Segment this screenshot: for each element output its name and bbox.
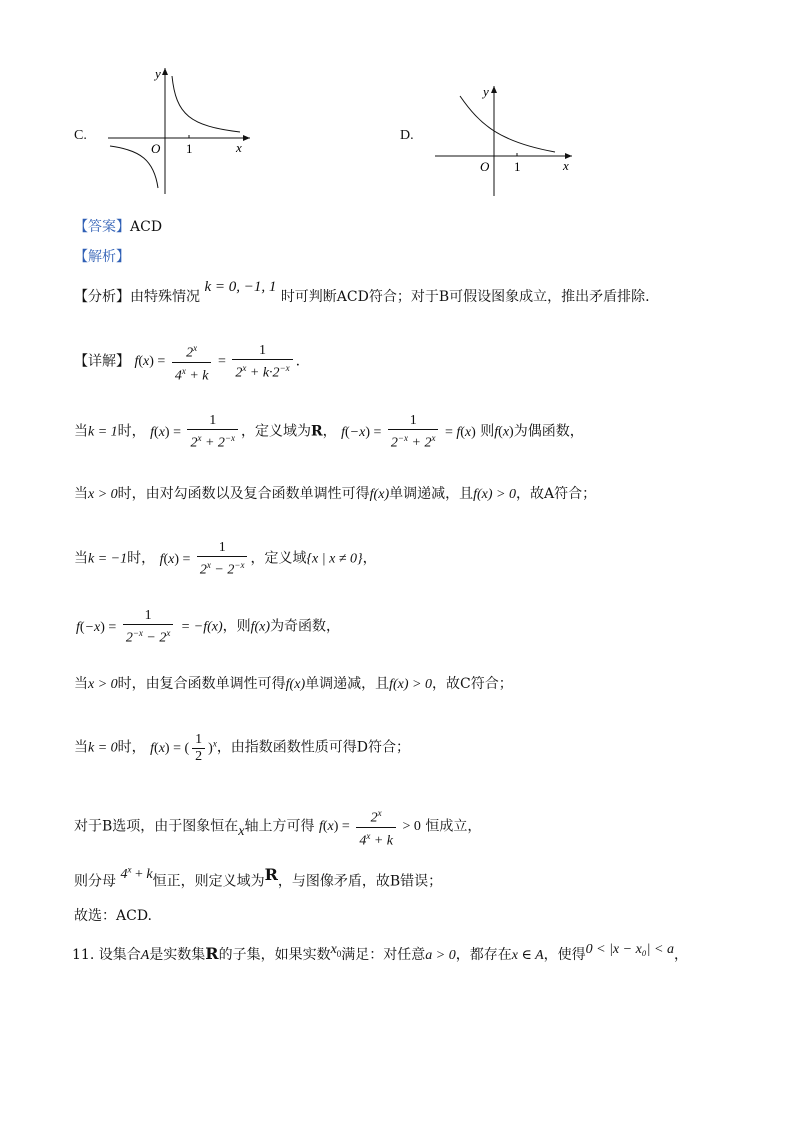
l1-e: 则 [480,423,495,440]
option-d-label: D. [400,128,414,143]
xiangjie-line [74,340,300,384]
l1-R: R [311,423,323,440]
l6-cond: k = 0 [88,740,118,756]
l3-cond: k = −1 [88,551,128,567]
fenxi-prefix: 由特殊情况 [130,289,200,305]
answer-line [74,217,162,237]
odd-line [76,608,340,647]
graph-d-x-label: x [563,158,569,173]
l2-fx: f(x) [369,487,390,502]
l3-dom: {x | x ≠ 0} [306,551,363,567]
graph-d-tick: 1 [514,159,521,174]
l1-a: 当 [74,423,88,440]
case-k1-line: 当k = 1时， f(x) = $\frac{1}{2^x + 2^{-x}}$ ，定义域为R， f(−x) = $\frac{1}{2^{-x} + 2^x}$ = f(x) 则f(x)为偶函数， [74,413,584,451]
l1-even-formula: f(−x) = $\frac{1}{2^{-x} + 2^x}$ = f(x) [341,413,476,451]
graph-d-exponential [430,80,580,200]
analysis-tag-line [74,247,130,267]
l7-x: x [238,824,245,840]
question-11-line [72,944,688,970]
l7-c: 恒成立， [425,818,482,835]
l2-c: 单调递减，且 [389,486,474,502]
l4-a: ，则 [222,618,251,635]
l3-formula: f(x) = $\frac{1}{2^x - 2^{-x}}$ [160,552,251,567]
final-choice-text: 故选：ACD. [74,908,152,924]
q11-b: 是实数集 [149,947,206,963]
q11-e: ，都存在 [455,947,512,963]
l6-c: ，由指数函数性质可得D符合； [216,739,411,756]
l7-b: 轴上方可得 [244,818,315,835]
q11-cond2: x ∈ A [511,948,544,963]
l4-formula: f(−x) = $\frac{1}{2^{-x} - 2^x}$ [76,620,176,635]
l8-c: 恒正，则定义域为 [152,873,265,890]
q11-A: A [140,948,150,963]
denominator-line [74,864,443,893]
l6-a: 当 [74,739,88,756]
xiangjie-formula: f(x) = $\frac{2^x}{4^x + k}$ = $\frac{1}{2^x + k\cdot 2^{-x}}$ [134,354,295,369]
graph-d-origin: O [480,159,490,174]
l8-R: R [264,864,278,884]
l7-a: 对于B选项，由于图象恒在 [74,818,239,835]
l6-b: 时， [117,739,146,756]
case-k0-line [74,732,410,765]
fenxi-suffix: 时可判断ACD符合；对于B可假设图象成立，推出矛盾排除. [280,289,650,305]
final-choice-line [74,906,152,926]
l5-a: 当 [74,676,88,692]
l5-fx: f(x) [285,677,306,692]
l2-d: ，故A符合； [515,486,597,502]
l8-a: 则分母 [74,873,116,890]
xiangjie-tag: 【详解】 [74,353,130,370]
l5-b: 时，由复合函数单调性可得 [117,676,286,692]
l2-pos: f(x) > 0 [473,487,516,502]
l1-d: ， [322,423,337,440]
graph-c-hyperbola [100,60,260,200]
q11-x0: $x_0$ [330,942,342,959]
q11-g: ， [673,947,688,963]
graph-c-tick: 1 [186,141,193,156]
l5-cond: x > 0 [88,677,118,692]
l8-d: ，与图像矛盾，故B错误； [277,873,443,890]
l1-cond: k = 1 [88,424,118,440]
l4-rhs: = −f(x) [180,619,223,635]
l3-d: ， [362,550,377,567]
case-x-pos-line-1 [74,484,596,505]
graph-c-y-label: y [155,66,161,81]
fenxi-tag: 【分析】 [74,289,130,305]
l2-b: 时，由对勾函数以及复合函数单调性可得 [117,486,370,502]
q11-cond1: a > 0 [425,948,456,963]
l1-c: ，定义域为 [241,423,312,440]
fenxi-cond: k = 0, −1, 1 [204,279,277,295]
q11-R: R [205,944,219,963]
l7-formula: f(x) = $\frac{2^x}{4^x + k}$ > 0 [318,808,421,849]
l5-c: 单调递减，且 [305,676,390,692]
xiangjie-end: . [295,353,301,370]
l6-formula: f(x) = ( $\frac{1}{2}$ )$^x$ [150,732,217,764]
l4-fx: f(x) [250,619,271,635]
l5-d: ，故C符合； [431,676,513,692]
q11-number: 11. [72,947,95,963]
l3-b: 时， [127,550,156,567]
l3-c: ，定义域 [250,550,307,567]
analysis-tag: 【解析】 [74,249,130,265]
q11-c: 的子集，如果实数 [218,947,331,963]
case-k-neg1-line [74,540,377,579]
graph-c-x-label: x [236,140,242,155]
q11-ineq: 0 < |x − x₀| < a [585,942,674,957]
l1-f: 为偶函数， [513,423,584,440]
answer-value: ACD [130,219,163,235]
l4-b: 为奇函数， [270,618,341,635]
l5-pos: f(x) > 0 [389,677,432,692]
l3-a: 当 [74,550,88,567]
l8-expr: 4$^x$ + k [120,864,153,882]
l2-a: 当 [74,486,88,502]
option-c-label: C. [74,128,87,143]
fenxi-line [74,279,650,307]
graph-c-origin: O [151,141,161,156]
graph-d-y-label: y [483,84,489,99]
option-b-line [74,805,481,849]
case-x-pos-line-2 [74,674,513,695]
l1-b: 时， [117,423,146,440]
l1-formula: f(x) = $\frac{1}{2^x + 2^{-x}}$ [150,425,241,440]
answer-tag: 【答案】 [74,219,130,235]
l2-cond: x > 0 [88,487,118,502]
q11-f: ，使得 [543,947,586,963]
q11-a: 设集合 [98,947,141,963]
q11-d: 满足：对任意 [341,947,426,963]
